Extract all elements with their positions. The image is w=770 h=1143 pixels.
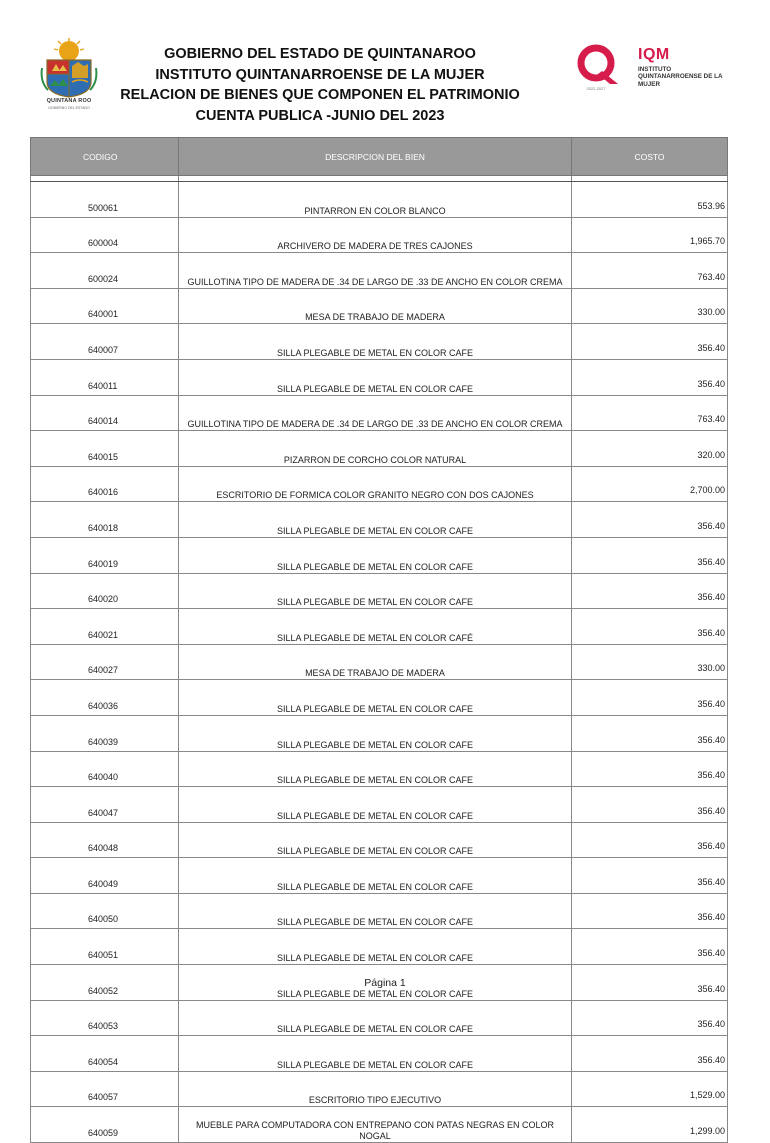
title-line-4: CUENTA PUBLICA -JUNIO DEL 2023 [195, 107, 445, 124]
iqm-logo-icon [574, 44, 622, 86]
item-cost: 356.40 [572, 573, 728, 609]
table-row [31, 182, 728, 218]
item-code: 600004 [31, 217, 179, 253]
item-cost: 356.40 [572, 609, 728, 645]
iqm-years: 2022-2027 [586, 86, 606, 91]
table-row [31, 359, 728, 395]
table-row [31, 1071, 728, 1107]
item-cost: 763.40 [572, 253, 728, 289]
table-row [31, 715, 728, 751]
item-code: 640050 [31, 893, 179, 929]
item-code: 640021 [31, 609, 179, 645]
title-line-2: INSTITUTO QUINTANARROENSE DE LA MUJER [155, 66, 485, 83]
item-description: SILLA PLEGABLE DE METAL EN COLOR CAFÉ [179, 609, 572, 645]
item-code: 640018 [31, 502, 179, 538]
quintana-roo-coat-of-arms-icon [30, 38, 108, 98]
item-cost: 356.40 [572, 787, 728, 823]
table-row [31, 1036, 728, 1072]
item-cost: 356.40 [572, 324, 728, 360]
item-description: PINTARRON EN COLOR BLANCO [179, 182, 572, 218]
table-row [31, 466, 728, 502]
item-description: SILLA PLEGABLE DE METAL EN COLOR CAFE [179, 751, 572, 787]
item-code: 640020 [31, 573, 179, 609]
iqm-brand: IQM [638, 46, 670, 63]
item-code: 640014 [31, 395, 179, 431]
item-description: SILLA PLEGABLE DE METAL EN COLOR CAFE [179, 893, 572, 929]
item-cost: 356.40 [572, 502, 728, 538]
item-cost: 356.40 [572, 359, 728, 395]
table-header-row [31, 138, 728, 176]
item-description: SILLA PLEGABLE DE METAL EN COLOR CAFE [179, 537, 572, 573]
item-cost: 1,529.00 [572, 1071, 728, 1107]
table-row [31, 822, 728, 858]
iqm-logo [568, 42, 723, 96]
item-code: 640040 [31, 751, 179, 787]
table-row [31, 573, 728, 609]
table-row [31, 751, 728, 787]
item-description: SILLA PLEGABLE DE METAL EN COLOR CAFE [179, 822, 572, 858]
item-description: ESCRITORIO TIPO EJECUTIVO [179, 1071, 572, 1107]
table-row [31, 288, 728, 324]
assets-table [30, 137, 728, 1143]
item-cost: 356.40 [572, 1036, 728, 1072]
item-description: MUEBLE PARA COMPUTADORA CON ENTREPANO CON PATAS NEGRAS EN COLOR NOGAL [179, 1107, 572, 1143]
column-header-code: CODIGO [31, 138, 179, 176]
table-row [31, 217, 728, 253]
item-code: 640015 [31, 431, 179, 467]
item-description: PIZARRON DE CORCHO COLOR NATURAL [179, 431, 572, 467]
item-description: SILLA PLEGABLE DE METAL EN COLOR CAFE [179, 929, 572, 965]
item-code: 640016 [31, 466, 179, 502]
item-description: SILLA PLEGABLE DE METAL EN COLOR CAFE [179, 324, 572, 360]
item-code: 640059 [31, 1107, 179, 1143]
item-cost: 356.40 [572, 893, 728, 929]
table-row [31, 395, 728, 431]
item-description: SILLA PLEGABLE DE METAL EN COLOR CAFE [179, 502, 572, 538]
item-code: 640047 [31, 787, 179, 823]
table-row [31, 609, 728, 645]
document-header [0, 0, 770, 136]
item-description: SILLA PLEGABLE DE METAL EN COLOR CAFE [179, 1036, 572, 1072]
table-row [31, 1000, 728, 1036]
table-row [31, 858, 728, 894]
table-row [31, 893, 728, 929]
item-cost: 356.40 [572, 751, 728, 787]
item-description: MESA DE TRABAJO DE MADERA [179, 644, 572, 680]
title-line-3: RELACION DE BIENES QUE COMPONEN EL PATRIMONIO [120, 87, 520, 103]
item-cost: 330.00 [572, 288, 728, 324]
item-description: SILLA PLEGABLE DE METAL EN COLOR CAFE [179, 858, 572, 894]
item-code: 640049 [31, 858, 179, 894]
item-description: GUILLOTINA TIPO DE MADERA DE .34 DE LARGO DE .33 DE ANCHO EN COLOR CREMA [179, 395, 572, 431]
document-title-block [110, 44, 530, 126]
item-cost: 763.40 [572, 395, 728, 431]
item-code: 640011 [31, 359, 179, 395]
table-row [31, 644, 728, 680]
item-code: 640054 [31, 1036, 179, 1072]
item-cost: 356.40 [572, 929, 728, 965]
column-header-cost: COSTO [572, 138, 728, 176]
item-description: SILLA PLEGABLE DE METAL EN COLOR CAFE [179, 680, 572, 716]
item-code: 640001 [31, 288, 179, 324]
item-description: MESA DE TRABAJO DE MADERA [179, 288, 572, 324]
item-cost: 356.40 [572, 715, 728, 751]
item-code: 640007 [31, 324, 179, 360]
table-row [31, 502, 728, 538]
item-code: 640052 [31, 965, 179, 1001]
item-cost: 356.40 [572, 822, 728, 858]
item-description: SILLA PLEGABLE DE METAL EN COLOR CAFE [179, 715, 572, 751]
coat-of-arms-subcaption: GOBIERNO DEL ESTADO [48, 106, 90, 110]
column-header-desc: DESCRIPCION DEL BIEN [179, 138, 572, 176]
item-code: 600024 [31, 253, 179, 289]
item-description: ARCHIVERO DE MADERA DE TRES CAJONES [179, 217, 572, 253]
coat-of-arms-caption: QUINTANA ROO [46, 98, 92, 104]
item-cost: 356.40 [572, 858, 728, 894]
table-row [31, 1107, 728, 1143]
item-code: 640019 [31, 537, 179, 573]
coat-of-arms-logo [30, 38, 108, 120]
item-code: 500061 [31, 182, 179, 218]
item-description: SILLA PLEGABLE DE METAL EN COLOR CAFE [179, 573, 572, 609]
item-description: SILLA PLEGABLE DE METAL EN COLOR CAFE [179, 1000, 572, 1036]
item-description: SILLA PLEGABLE DE METAL EN COLOR CAFE [179, 359, 572, 395]
item-cost: 330.00 [572, 644, 728, 680]
item-cost: 356.40 [572, 537, 728, 573]
page-footer: Página 1 [364, 977, 406, 989]
item-cost: 1,965.70 [572, 217, 728, 253]
title-line-1: GOBIERNO DEL ESTADO DE QUINTANAROO [164, 46, 476, 62]
item-cost: 356.40 [572, 1000, 728, 1036]
item-code: 640036 [31, 680, 179, 716]
item-code: 640039 [31, 715, 179, 751]
item-description: SILLA PLEGABLE DE METAL EN COLOR CAFE [179, 965, 572, 1001]
table-row [31, 537, 728, 573]
item-description: ESCRITORIO DE FORMICA COLOR GRANITO NEGRO CON DOS CAJONES [179, 466, 572, 502]
item-code: 640048 [31, 822, 179, 858]
table-row [31, 253, 728, 289]
table-row [31, 929, 728, 965]
item-description: SILLA PLEGABLE DE METAL EN COLOR CAFE [179, 787, 572, 823]
item-cost: 553.96 [572, 182, 728, 218]
table-row [31, 431, 728, 467]
table-row [31, 324, 728, 360]
item-cost: 356.40 [572, 965, 728, 1001]
item-code: 640027 [31, 644, 179, 680]
item-description: GUILLOTINA TIPO DE MADERA DE .34 DE LARGO DE .33 DE ANCHO EN COLOR CREMA [179, 253, 572, 289]
table-row [31, 680, 728, 716]
item-code: 640057 [31, 1071, 179, 1107]
table-row [31, 787, 728, 823]
item-code: 640051 [31, 929, 179, 965]
iqm-brand-sub: INSTITUTO QUINTANARROENSE DE LA MUJER [638, 66, 723, 88]
item-cost: 2,700.00 [572, 466, 728, 502]
item-cost: 320.00 [572, 431, 728, 467]
item-cost: 1,299.00 [572, 1107, 728, 1143]
item-code: 640053 [31, 1000, 179, 1036]
item-cost: 356.40 [572, 680, 728, 716]
